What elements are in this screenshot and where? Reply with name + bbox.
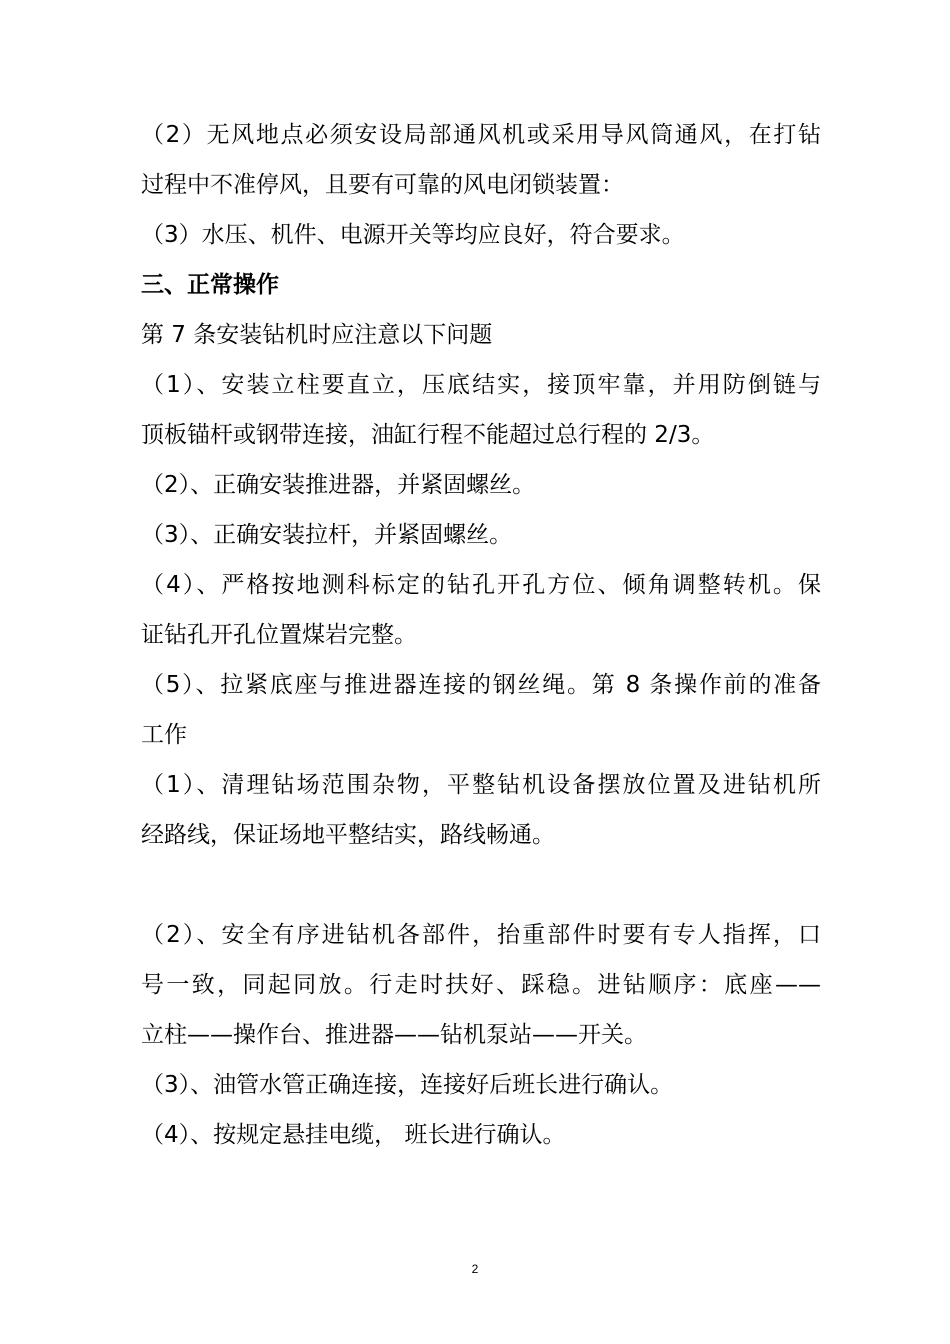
paragraph-line: 号一致，同起同放。行走时扶好、踩稳。进钻顺序：底座—— xyxy=(141,972,821,998)
paragraph-line: （5）、拉紧底座与推进器连接的钢丝绳。第 8 条操作前的准备 xyxy=(141,672,821,698)
paragraph-line: （2）、正确安装推进器，并紧固螺丝。 xyxy=(141,472,536,498)
paragraph-line: （4）、按规定悬挂电缆， 班长进行确认。 xyxy=(141,1122,566,1148)
paragraph-line: 立柱——操作台、推进器——钻机泵站——开关。 xyxy=(141,1022,647,1048)
paragraph-line: 第 7 条安装钻机时应注意以下问题 xyxy=(141,322,493,348)
paragraph-line: （1）、安装立柱要直立，压底结实，接顶牢靠，并用防倒链与 xyxy=(141,372,821,398)
paragraph-line: （1）、清理钻场范围杂物，平整钻机设备摆放位置及进钻机所 xyxy=(141,772,821,798)
paragraph-line: （2）、安全有序进钻机各部件，抬重部件时要有专人指挥，口 xyxy=(141,922,821,948)
paragraph-line: 工作 xyxy=(141,722,187,748)
paragraph-line: （4）、严格按地测科标定的钻孔开孔方位、倾角调整转机。保 xyxy=(141,572,821,598)
paragraph-line: 经路线，保证场地平整结实，路线畅通。 xyxy=(141,822,555,848)
paragraph-line: 证钻孔开孔位置煤岩完整。 xyxy=(141,622,417,648)
paragraph-line: （3）水压、机件、电源开关等均应良好，符合要求。 xyxy=(141,222,685,248)
paragraph-line: 过程中不准停风，且要有可靠的风电闭锁装置： xyxy=(141,172,624,198)
paragraph-line: （2）无风地点必须安设局部通风机或采用导风筒通风，在打钻 xyxy=(141,122,821,148)
section-heading: 三、正常操作 xyxy=(141,272,279,298)
page-number: 2 xyxy=(471,1262,479,1276)
paragraph-line: （3）、正确安装拉杆，并紧固螺丝。 xyxy=(141,522,513,548)
paragraph-line: 顶板锚杆或钢带连接，油缸行程不能超过总行程的 2/3。 xyxy=(141,422,715,448)
document-body xyxy=(141,110,821,1160)
paragraph-gap xyxy=(141,860,821,910)
paragraph-line: （3）、油管水管正确连接，连接好后班长进行确认。 xyxy=(141,1072,674,1098)
